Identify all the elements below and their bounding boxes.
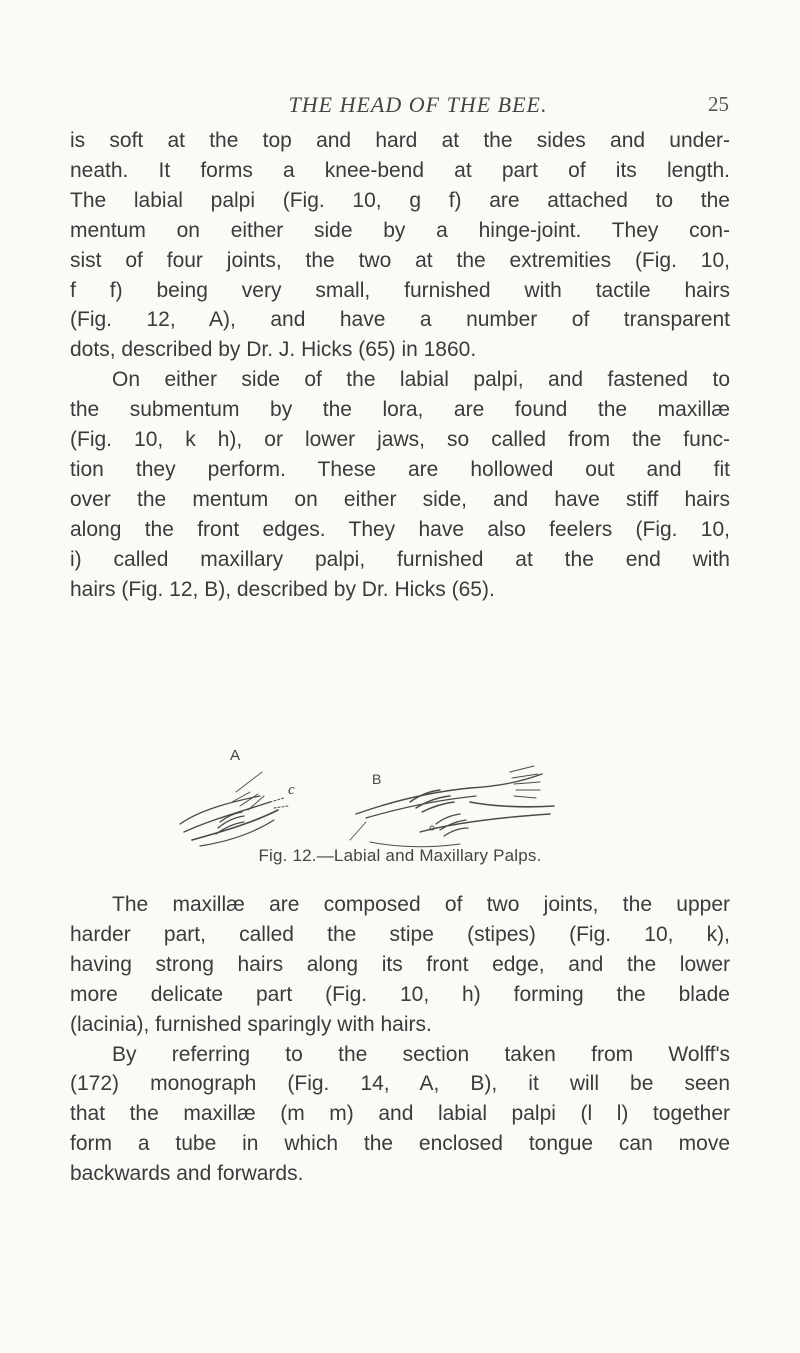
text-line: sist of four joints, the two at the extremities (Fig. 10, [70,248,730,272]
text-line: harder part, called the stipe (stipes) (Fig. 10, k), [70,922,730,946]
text-line: The maxillæ are composed of two joints, the upper [112,893,730,916]
text-line: (172) monograph (Fig. 14, A, B), it will be seen [70,1072,730,1096]
page-number: 25 [708,92,729,116]
figure-caption: Fig. 12.—Labial and Maxillary Palps. [258,846,542,865]
text-line: tion they perform. These are hollowed out and fit [70,457,730,481]
figure-label-a: A [230,747,241,764]
text-line: The labial palpi (Fig. 10, g f) are attached to the [70,188,730,212]
figure-label-b: B [372,771,382,787]
text-line: (Fig. 12, A), and have a number of transparent [70,308,730,332]
figure-label-c: c [288,782,295,798]
text-line: form a tube in which the enclosed tongue can move [70,1132,730,1156]
text-line: On either side of the labial palpi, and fastened to [112,368,730,392]
paragraph-block-2 [70,890,730,1189]
text-line: neath. It forms a knee-bend at part of its length. [70,158,730,182]
text-line: (lacinia), furnished sparingly with hairs. [70,1012,432,1036]
text-line: (Fig. 10, k h), or lower jaws, so called from the func- [70,428,730,452]
text-line: more delicate part (Fig. 10, h) forming the blade [70,982,730,1006]
text-line: is soft at the top and hard at the sides and under- [70,129,730,152]
running-header: THE HEAD OF THE BEE. [288,92,548,117]
text-line: having strong hairs along its front edge, and the lower [70,952,730,976]
text-line: that the maxillæ (m m) and labial palpi (l l) together [70,1102,730,1126]
text-line: along the front edges. They have also feelers (Fig. 10, [70,517,730,541]
text-line: By referring to the section taken from Wolff's [112,1042,730,1066]
text-line: dots, described by Dr. J. Hicks (65) in 1860. [70,338,477,362]
paragraph-block-1 [70,126,730,605]
text-line: the submentum by the lora, are found the maxillæ [70,398,730,422]
text-line: over the mentum on either side, and have stiff hairs [70,487,730,511]
text-line: i) called maxillary palpi, furnished at the end with [70,547,730,571]
text-line: mentum on either side by a hinge-joint. They con- [70,218,730,242]
text-line: backwards and forwards. [70,1162,304,1186]
labial-palp-drawing [180,772,288,846]
text-line: f f) being very small, furnished with tactile hairs [70,278,730,302]
text-line: hairs (Fig. 12, B), described by Dr. Hicks (65). [70,577,495,601]
